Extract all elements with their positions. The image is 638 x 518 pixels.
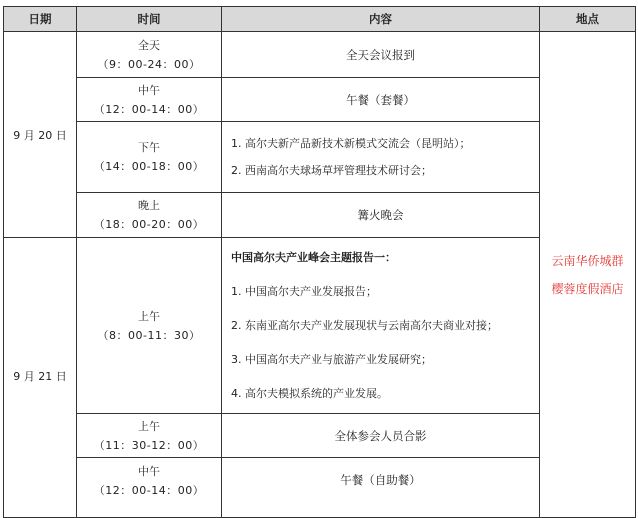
content-cell: 午餐（自助餐） [222, 458, 540, 518]
time-range: （18：00-20：00） [93, 218, 205, 231]
header-location: 地点 [540, 7, 636, 32]
content-cell: 午餐（套餐） [222, 78, 540, 122]
time-cell [77, 78, 222, 122]
content-cell: 全体参会人员合影 [222, 414, 540, 458]
location-line-1: 云南华侨城群 [551, 253, 624, 268]
header-date: 日期 [4, 7, 77, 32]
time-range: （9：00-24：00） [97, 57, 201, 71]
content-line: 2. 西南高尔夫球场草坪管理技术研讨会； [231, 163, 432, 177]
content-cell [222, 122, 540, 193]
time-cell [77, 458, 222, 518]
content-title: 中国高尔夫产业峰会主题报告一： [231, 250, 396, 264]
time-range: （12：00-14：00） [93, 484, 205, 497]
table-row [4, 32, 636, 78]
content-line: 1. 中国高尔夫产业发展报告； [231, 284, 377, 298]
content-cell: 篝火晚会 [222, 193, 540, 238]
date-cell: 9 月 20 日 [4, 32, 77, 238]
date-cell: 9 月 21 日 [4, 238, 77, 518]
time-name: 上午 [138, 309, 160, 323]
header-row [4, 7, 636, 32]
content-line: 4. 高尔夫模拟系统的产业发展。 [231, 386, 388, 400]
content-cell [222, 238, 540, 414]
time-name: 下午 [138, 141, 160, 154]
schedule-table [3, 6, 636, 518]
time-range: （8：00-11：30） [97, 328, 201, 342]
content-line: 1. 高尔夫新产品新技术新模式交流会（昆明站）； [231, 136, 471, 150]
time-name: 全天 [138, 38, 160, 52]
time-range: （11：30-12：00） [93, 438, 205, 452]
header-time: 时间 [77, 7, 222, 32]
time-cell [77, 414, 222, 458]
time-cell [77, 122, 222, 193]
time-name: 中午 [138, 465, 160, 478]
time-range: （14：00-18：00） [93, 160, 205, 173]
content-cell: 全天会议报到 [222, 32, 540, 78]
content-line: 3. 中国高尔夫产业与旅游产业发展研究； [231, 352, 432, 366]
content-line: 2. 东南亚高尔夫产业发展现状与云南高尔夫商业对接； [231, 318, 498, 332]
time-name: 上午 [138, 419, 160, 433]
time-range: （12：00-14：00） [93, 102, 205, 116]
time-name: 晚上 [138, 199, 160, 212]
time-cell [77, 32, 222, 78]
location-cell [540, 32, 636, 518]
header-content: 内容 [222, 7, 540, 32]
time-cell [77, 193, 222, 238]
time-cell [77, 238, 222, 414]
location-line-2: 樱蓉度假酒店 [551, 281, 624, 296]
time-name: 中午 [138, 83, 160, 97]
